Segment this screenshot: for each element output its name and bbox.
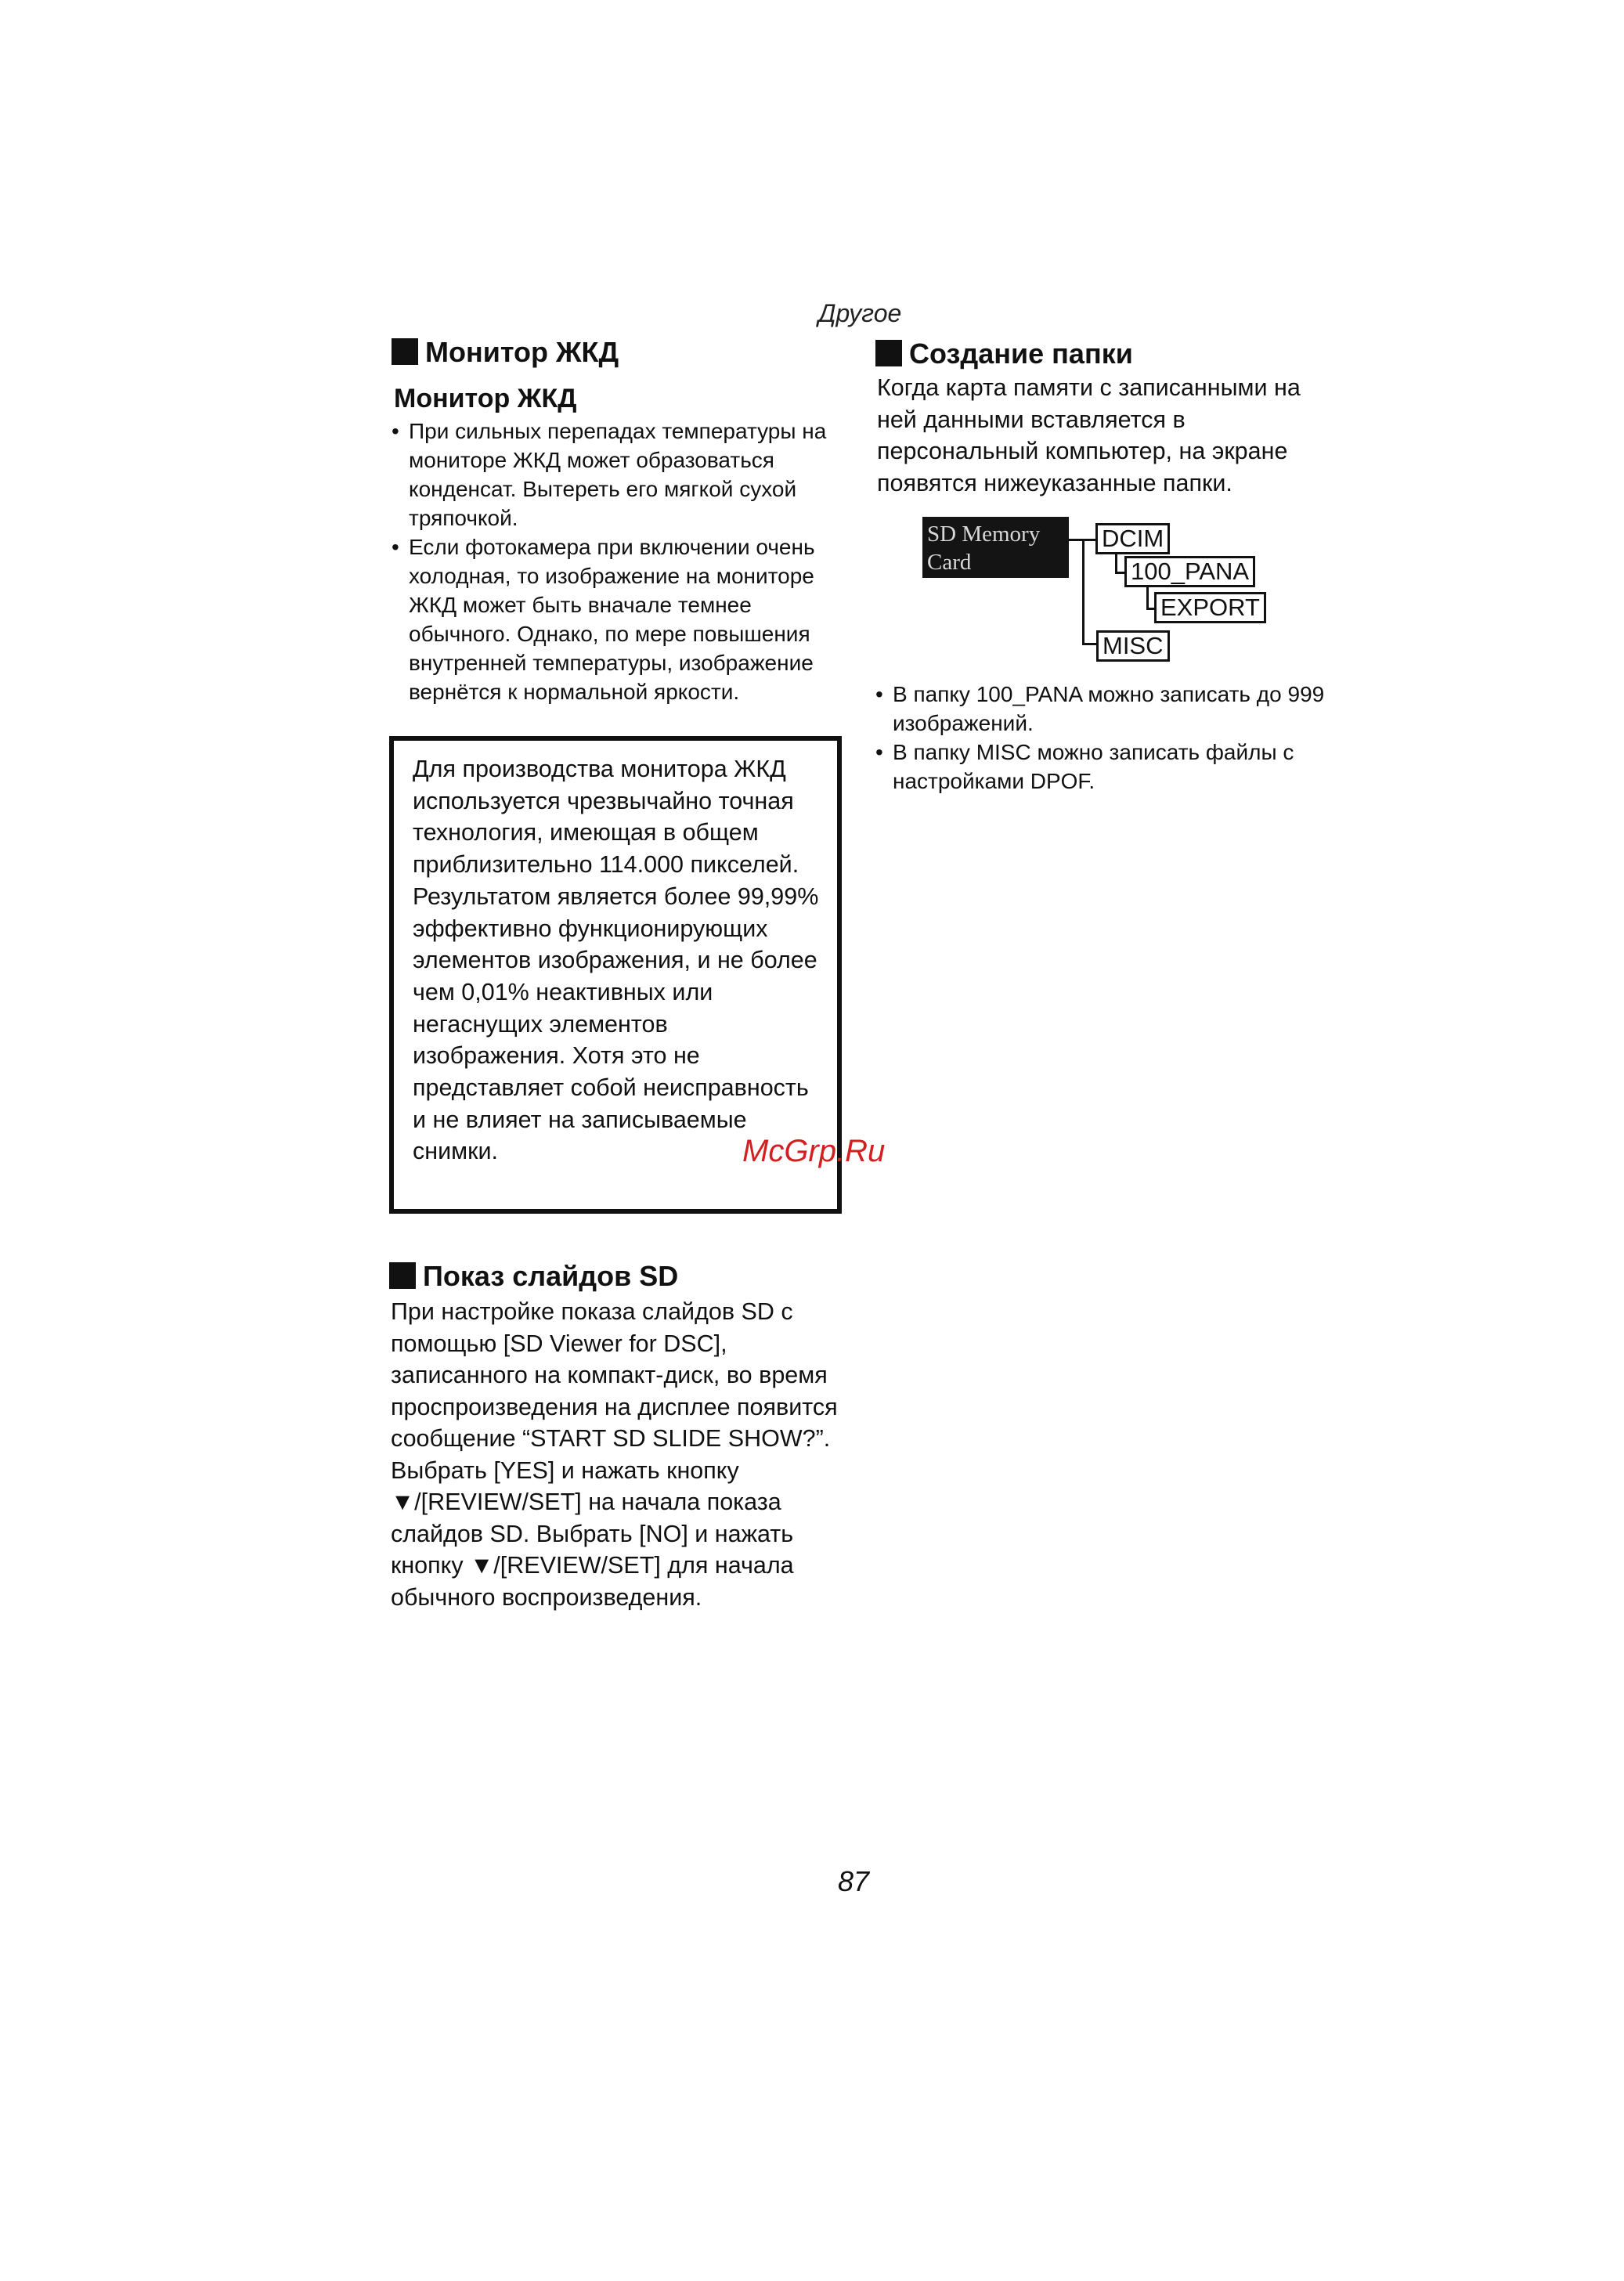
slideshow-heading-text: Показ слайдов SD bbox=[423, 1260, 679, 1292]
folders-bullet-list bbox=[875, 680, 1337, 796]
connector-line bbox=[1146, 587, 1149, 609]
list-item: • Если фотокамера при включении очень холодная, то изображение на мониторе ЖКД может быть вначале темнее обычного. Однако, по мере повышения внутренней температуры, изображение вернётся к нормальной яркости. bbox=[392, 532, 838, 706]
folders-heading bbox=[875, 337, 1133, 371]
connector-line bbox=[1082, 539, 1084, 644]
root-label-line1: SD Memory bbox=[927, 522, 1041, 547]
folders-intro: Когда карта памяти с записанными на ней данными вставляется в персональный компьютер, на экране появятся нижеуказанные папки. bbox=[877, 374, 1301, 496]
folder-dcim: DCIM bbox=[1095, 523, 1170, 554]
slideshow-text: При настройке показа слайдов SD с помощью [SD Viewer for DSC], записанного на компакт-диск, во время проспроизведения на дисплее появится сообщение “START SD SLIDE SHOW?”. Выбрать [YES] и нажать кнопку ▼/[REVIEW/SET] на начала показа слайдов SD. Выбрать [NO] и нажать кнопку ▼/[REVIEW/SET] для начала обычного воспроизведения. bbox=[391, 1298, 838, 1611]
square-bullet-icon bbox=[389, 1262, 416, 1289]
folder-100-pana: 100_PANA bbox=[1124, 556, 1255, 587]
watermark: McGrp.Ru bbox=[742, 1134, 886, 1168]
lcd-note-text: Для производства монитора ЖКД используется чрезвычайно точная технология, имеющая в общем приблизительно 114.000 пикселей. Результатом является более 99,99% эффективно функционирующих элементов изображения, и не более чем 0,01% неактивных или негаснущих элементов изображения. Хотя это не представляет собой неисправность и не влияет на записываемые снимки. bbox=[413, 756, 819, 1165]
root-label-line2: Card bbox=[927, 550, 972, 575]
folder-misc: MISC bbox=[1096, 630, 1170, 662]
lcd-heading bbox=[392, 335, 619, 370]
page-number: 87 bbox=[838, 1865, 870, 1897]
sd-memory-card-root bbox=[922, 517, 1069, 578]
list-item: • В папку 100_PANA можно записать до 999 изображений. bbox=[875, 680, 1337, 738]
folder-tree-diagram bbox=[916, 517, 1292, 666]
lcd-heading-text: Монитор ЖКД bbox=[425, 336, 619, 368]
folder-export: EXPORT bbox=[1154, 592, 1266, 623]
square-bullet-icon bbox=[392, 338, 418, 365]
section-label: Другое bbox=[818, 299, 902, 327]
list-item: • В папку MISC можно записать файлы с настройками DPOF. bbox=[875, 738, 1337, 796]
lcd-subheading: Монитор ЖКД bbox=[394, 384, 577, 413]
lcd-bullet-list bbox=[392, 417, 838, 706]
square-bullet-icon bbox=[875, 340, 902, 366]
list-item: • При сильных перепадах температуры на мониторе ЖКД может образоваться конденсат. Вытереть его мягкой сухой тряпочкой. bbox=[392, 417, 838, 532]
connector-line bbox=[1082, 643, 1098, 645]
slideshow-heading bbox=[389, 1259, 678, 1294]
folders-heading-text: Создание папки bbox=[909, 337, 1133, 370]
